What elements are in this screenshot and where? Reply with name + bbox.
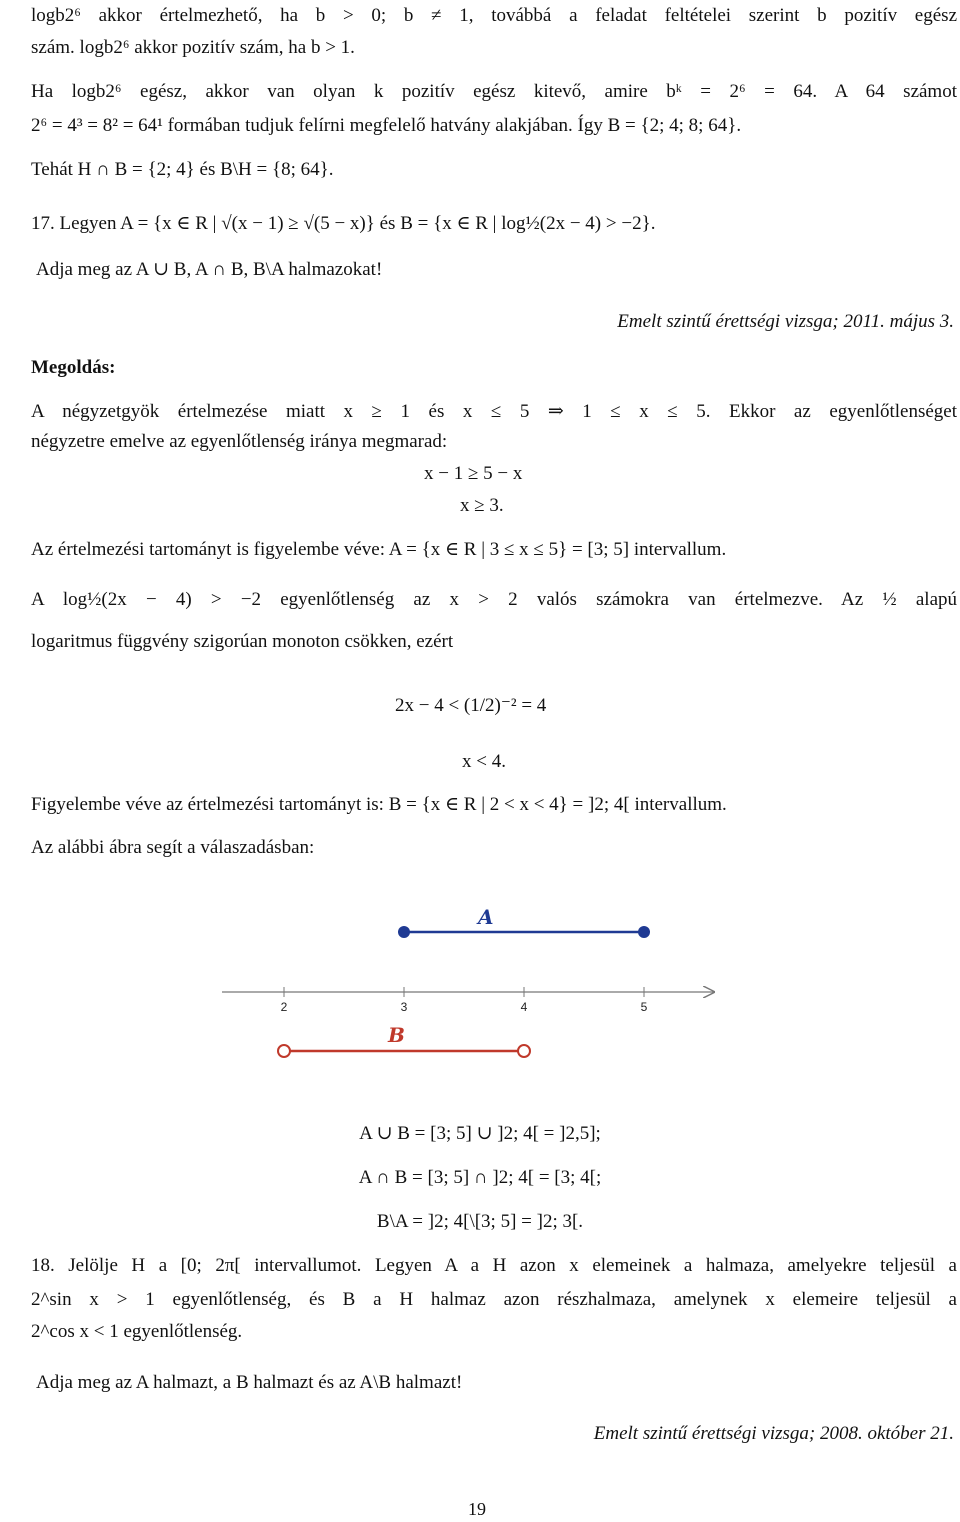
task18-line-2: 2^sin x > 1 egyenlőtlenség, és B a H halmaz azon részhalmaza, amelynek x elemeire teljesül a (31, 1289, 957, 1310)
tick-label-3: 3 (400, 1000, 408, 1014)
interval-a-right-endpoint (638, 926, 650, 938)
task18-line-3: 2^cos x < 1 egyenlőtlenség. (31, 1321, 243, 1342)
intro-line-2: szám. logb2⁶ akkor pozitív szám, ha b > 1. (31, 37, 355, 58)
tick-label-2: 2 (280, 1000, 288, 1014)
interval-b-left-endpoint (278, 1045, 290, 1057)
solution-paragraph-5: Az alábbi ábra segít a válaszadásban: (31, 837, 315, 858)
solution-paragraph-3a: A log½(2x − 4) > −2 egyenlőtlenség az x > 2 valós számokra van értelmezve. Az ½ alapú (31, 589, 957, 610)
tick-label-5: 5 (640, 1000, 648, 1014)
tick-5 (641, 987, 648, 1014)
task17-source: Emelt szintű érettségi vizsga; 2011. május 3. (617, 311, 954, 332)
tick-2 (281, 987, 288, 1014)
task17-statement: 17. Legyen A = {x ∈ R | √(x − 1) ≥ √(5 − x)} és B = {x ∈ R | log½(2x − 4) > −2}. (31, 213, 656, 234)
intro-line-4: 2⁶ = 4³ = 8² = 64¹ formában tudjuk felírni megfelelő hatvány alakjában. Így B = {2; 4; 8; 64}. (31, 115, 742, 136)
tick-4 (521, 987, 528, 1014)
interval-b-label: B (388, 1023, 405, 1047)
equation-2: x ≥ 3. (460, 495, 504, 516)
intro-line-5: Tehát H ∩ B = {2; 4} és B\H = {8; 64}. (31, 159, 334, 180)
intro-line-3: Ha logb2⁶ egész, akkor van olyan k pozitív egész kitevő, amire bᵏ = 2⁶ = 64. A 64 számot (31, 81, 957, 102)
task18-line-1: 18. Jelölje H a [0; 2π[ intervallumot. Legyen A a H azon x elemeinek a halmaza, amelyekre teljesül a (31, 1255, 957, 1276)
task18-question: Adja meg az A halmazt, a B halmazt és az A\B halmazt! (36, 1372, 463, 1393)
solution-paragraph-3b: logaritmus függvény szigorúan monoton csökken, ezért (31, 631, 454, 652)
page-number: 19 (468, 1499, 486, 1519)
intro-line-1: logb2⁶ akkor értelmezhető, ha b > 0; b ≠ 1, továbbá a feladat feltételei szerint b pozitív egész (31, 5, 957, 26)
solution-paragraph-1b: négyzetre emelve az egyenlőtlenség iránya megmarad: (31, 431, 448, 452)
tick-3 (401, 987, 408, 1014)
interval-a-left-endpoint (398, 926, 410, 938)
interval-b-right-endpoint (518, 1045, 530, 1057)
equation-3: 2x − 4 < (1/2)⁻² = 4 (395, 695, 547, 716)
solution-paragraph-4: Figyelembe véve az értelmezési tartományt is: B = {x ∈ R | 2 < x < 4} = ]2; 4[ intervallum. (31, 794, 727, 815)
equation-1: x − 1 ≥ 5 − x (424, 463, 523, 484)
result-intersection: A ∩ B = [3; 5] ∩ ]2; 4[ = [3; 4[; (358, 1167, 602, 1188)
result-difference: B\A = ]2; 4[\[3; 5] = ]2; 3[. (376, 1211, 584, 1232)
solution-paragraph-2: Az értelmezési tartományt is figyelembe véve: A = {x ∈ R | 3 ≤ x ≤ 5} = [3; 5] intervallum. (31, 539, 727, 560)
equation-4: x < 4. (462, 751, 506, 772)
interval-diagram (0, 895, 960, 1075)
task18-source: Emelt szintű érettségi vizsga; 2008. október 21. (593, 1423, 954, 1444)
solution-paragraph-1a: A négyzetgyök értelmezése miatt x ≥ 1 és x ≤ 5 ⇒ 1 ≤ x ≤ 5. Ekkor az egyenlőtlenséget (31, 401, 957, 422)
task17-question: Adja meg az A ∪ B, A ∩ B, B\A halmazokat! (36, 259, 383, 280)
solution-heading: Megoldás: (31, 357, 116, 378)
tick-label-4: 4 (520, 1000, 528, 1014)
result-union: A ∪ B = [3; 5] ∪ ]2; 4[ = ]2,5]; (359, 1123, 601, 1144)
interval-a-label: A (478, 905, 494, 929)
